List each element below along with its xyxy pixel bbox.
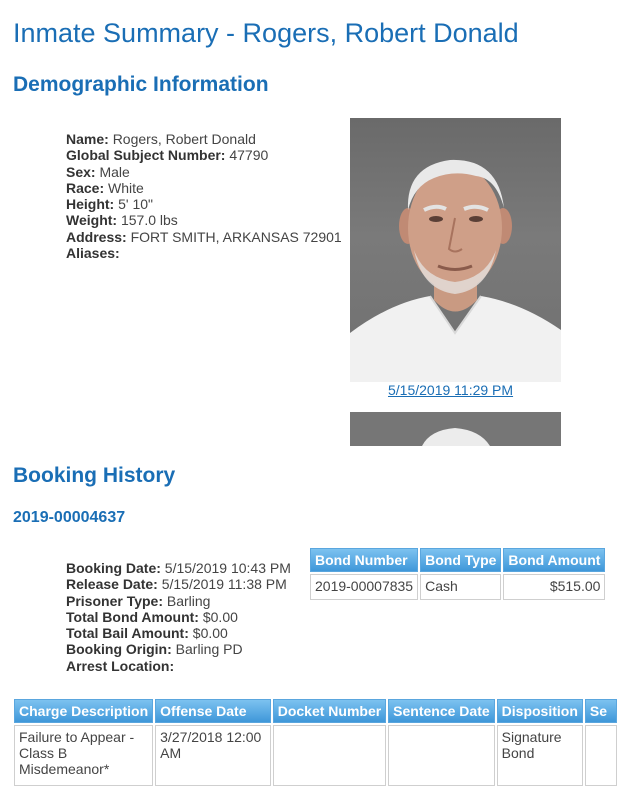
- mugshot-photo[interactable]: [350, 118, 561, 382]
- subject-number-label: Global Subject Number:: [66, 147, 226, 164]
- total-bond-label: Total Bond Amount:: [66, 608, 199, 625]
- prisoner-type-row: [66, 593, 291, 609]
- prisoner-type-label: Prisoner Type:: [66, 592, 163, 609]
- release-date-label: Release Date:: [66, 576, 158, 593]
- bond-number-header[interactable]: Bond Number: [310, 548, 418, 572]
- booking-origin-row: [66, 641, 291, 657]
- bond-type-header[interactable]: Bond Type: [420, 548, 501, 572]
- race-label: Race:: [66, 179, 105, 196]
- race-value: White: [108, 179, 144, 196]
- aliases-row: [66, 245, 342, 261]
- disposition-cell: Signature Bond: [497, 725, 583, 786]
- release-date-row: [66, 576, 291, 592]
- sex-label: Sex:: [66, 163, 96, 180]
- table-row: [310, 574, 605, 600]
- second-photo-illustration: [350, 412, 561, 446]
- subject-number-row: [66, 147, 342, 163]
- total-bail-value: $0.00: [192, 625, 228, 642]
- booking-info: [66, 560, 291, 674]
- booking-date-value: 5/15/2019 10:43 PM: [164, 560, 291, 576]
- sentence-header-partial[interactable]: Se: [585, 699, 617, 723]
- bond-amount-header[interactable]: Bond Amount: [503, 548, 605, 572]
- demographic-heading: Demographic Information: [13, 73, 269, 96]
- total-bond-value: $0.00: [202, 608, 238, 625]
- name-row: [66, 131, 342, 147]
- docket-number-cell: [273, 725, 386, 786]
- booking-origin-label: Booking Origin:: [66, 641, 172, 658]
- height-label: Height:: [66, 196, 115, 213]
- weight-value: 157.0 lbs: [120, 212, 178, 229]
- sentence-date-header[interactable]: Sentence Date: [388, 699, 494, 723]
- release-date-value: 5/15/2019 11:38 PM: [161, 576, 287, 593]
- docket-number-header[interactable]: Docket Number: [273, 699, 386, 723]
- bond-table: [308, 546, 607, 602]
- height-row: [66, 196, 342, 212]
- booking-number: 2019-00004637: [13, 509, 126, 526]
- total-bond-row: [66, 609, 291, 625]
- sex-value: Male: [99, 163, 130, 180]
- charge-table-header: [14, 699, 617, 723]
- aliases-label: Aliases:: [66, 245, 120, 262]
- booking-date-label: Booking Date:: [66, 560, 161, 576]
- table-row: [14, 725, 617, 786]
- charge-description-cell: Failure to Appear - Class B Misdemeanor*: [14, 725, 153, 786]
- name-value: Rogers, Robert Donald: [112, 131, 256, 147]
- photo-date-link[interactable]: 5/15/2019 11:29 PM: [388, 382, 514, 398]
- subject-number-value: 47790: [229, 147, 269, 164]
- sentence-date-cell: [388, 725, 494, 786]
- arrest-location-row: [66, 658, 291, 674]
- bond-type-cell: Cash: [420, 574, 501, 600]
- charge-table: [12, 697, 619, 788]
- address-row: [66, 229, 342, 245]
- address-value: FORT SMITH, ARKANSAS 72901: [130, 228, 342, 245]
- demographic-info: [66, 131, 342, 261]
- booking-history-heading: Booking History: [13, 464, 176, 487]
- address-label: Address:: [66, 228, 127, 245]
- total-bail-row: [66, 625, 291, 641]
- name-label: Name:: [66, 131, 109, 147]
- booking-date-row: [66, 560, 291, 576]
- weight-label: Weight:: [66, 212, 118, 229]
- bond-amount-cell: $515.00: [503, 574, 605, 600]
- sex-row: [66, 164, 342, 180]
- disposition-header[interactable]: Disposition: [497, 699, 583, 723]
- total-bail-label: Total Bail Amount:: [66, 625, 189, 642]
- offense-date-cell: 3/27/2018 12:00 AM: [155, 725, 271, 786]
- prisoner-type-value: Barling: [166, 592, 211, 609]
- page-title: Inmate Summary - Rogers, Robert Donald: [13, 18, 519, 48]
- offense-date-header[interactable]: Offense Date: [155, 699, 271, 723]
- second-photo-thumbnail[interactable]: [350, 412, 561, 446]
- bond-table-header: [310, 548, 605, 572]
- height-value: 5' 10": [118, 196, 153, 213]
- race-row: [66, 180, 342, 196]
- weight-row: [66, 212, 342, 228]
- sentence-cell-partial: [585, 725, 617, 786]
- booking-origin-value: Barling PD: [175, 641, 243, 658]
- arrest-location-label: Arrest Location:: [66, 657, 175, 674]
- mugshot-illustration: [350, 118, 561, 382]
- charge-description-header[interactable]: Charge Description: [14, 699, 153, 723]
- bond-number-cell: 2019-00007835: [310, 574, 418, 600]
